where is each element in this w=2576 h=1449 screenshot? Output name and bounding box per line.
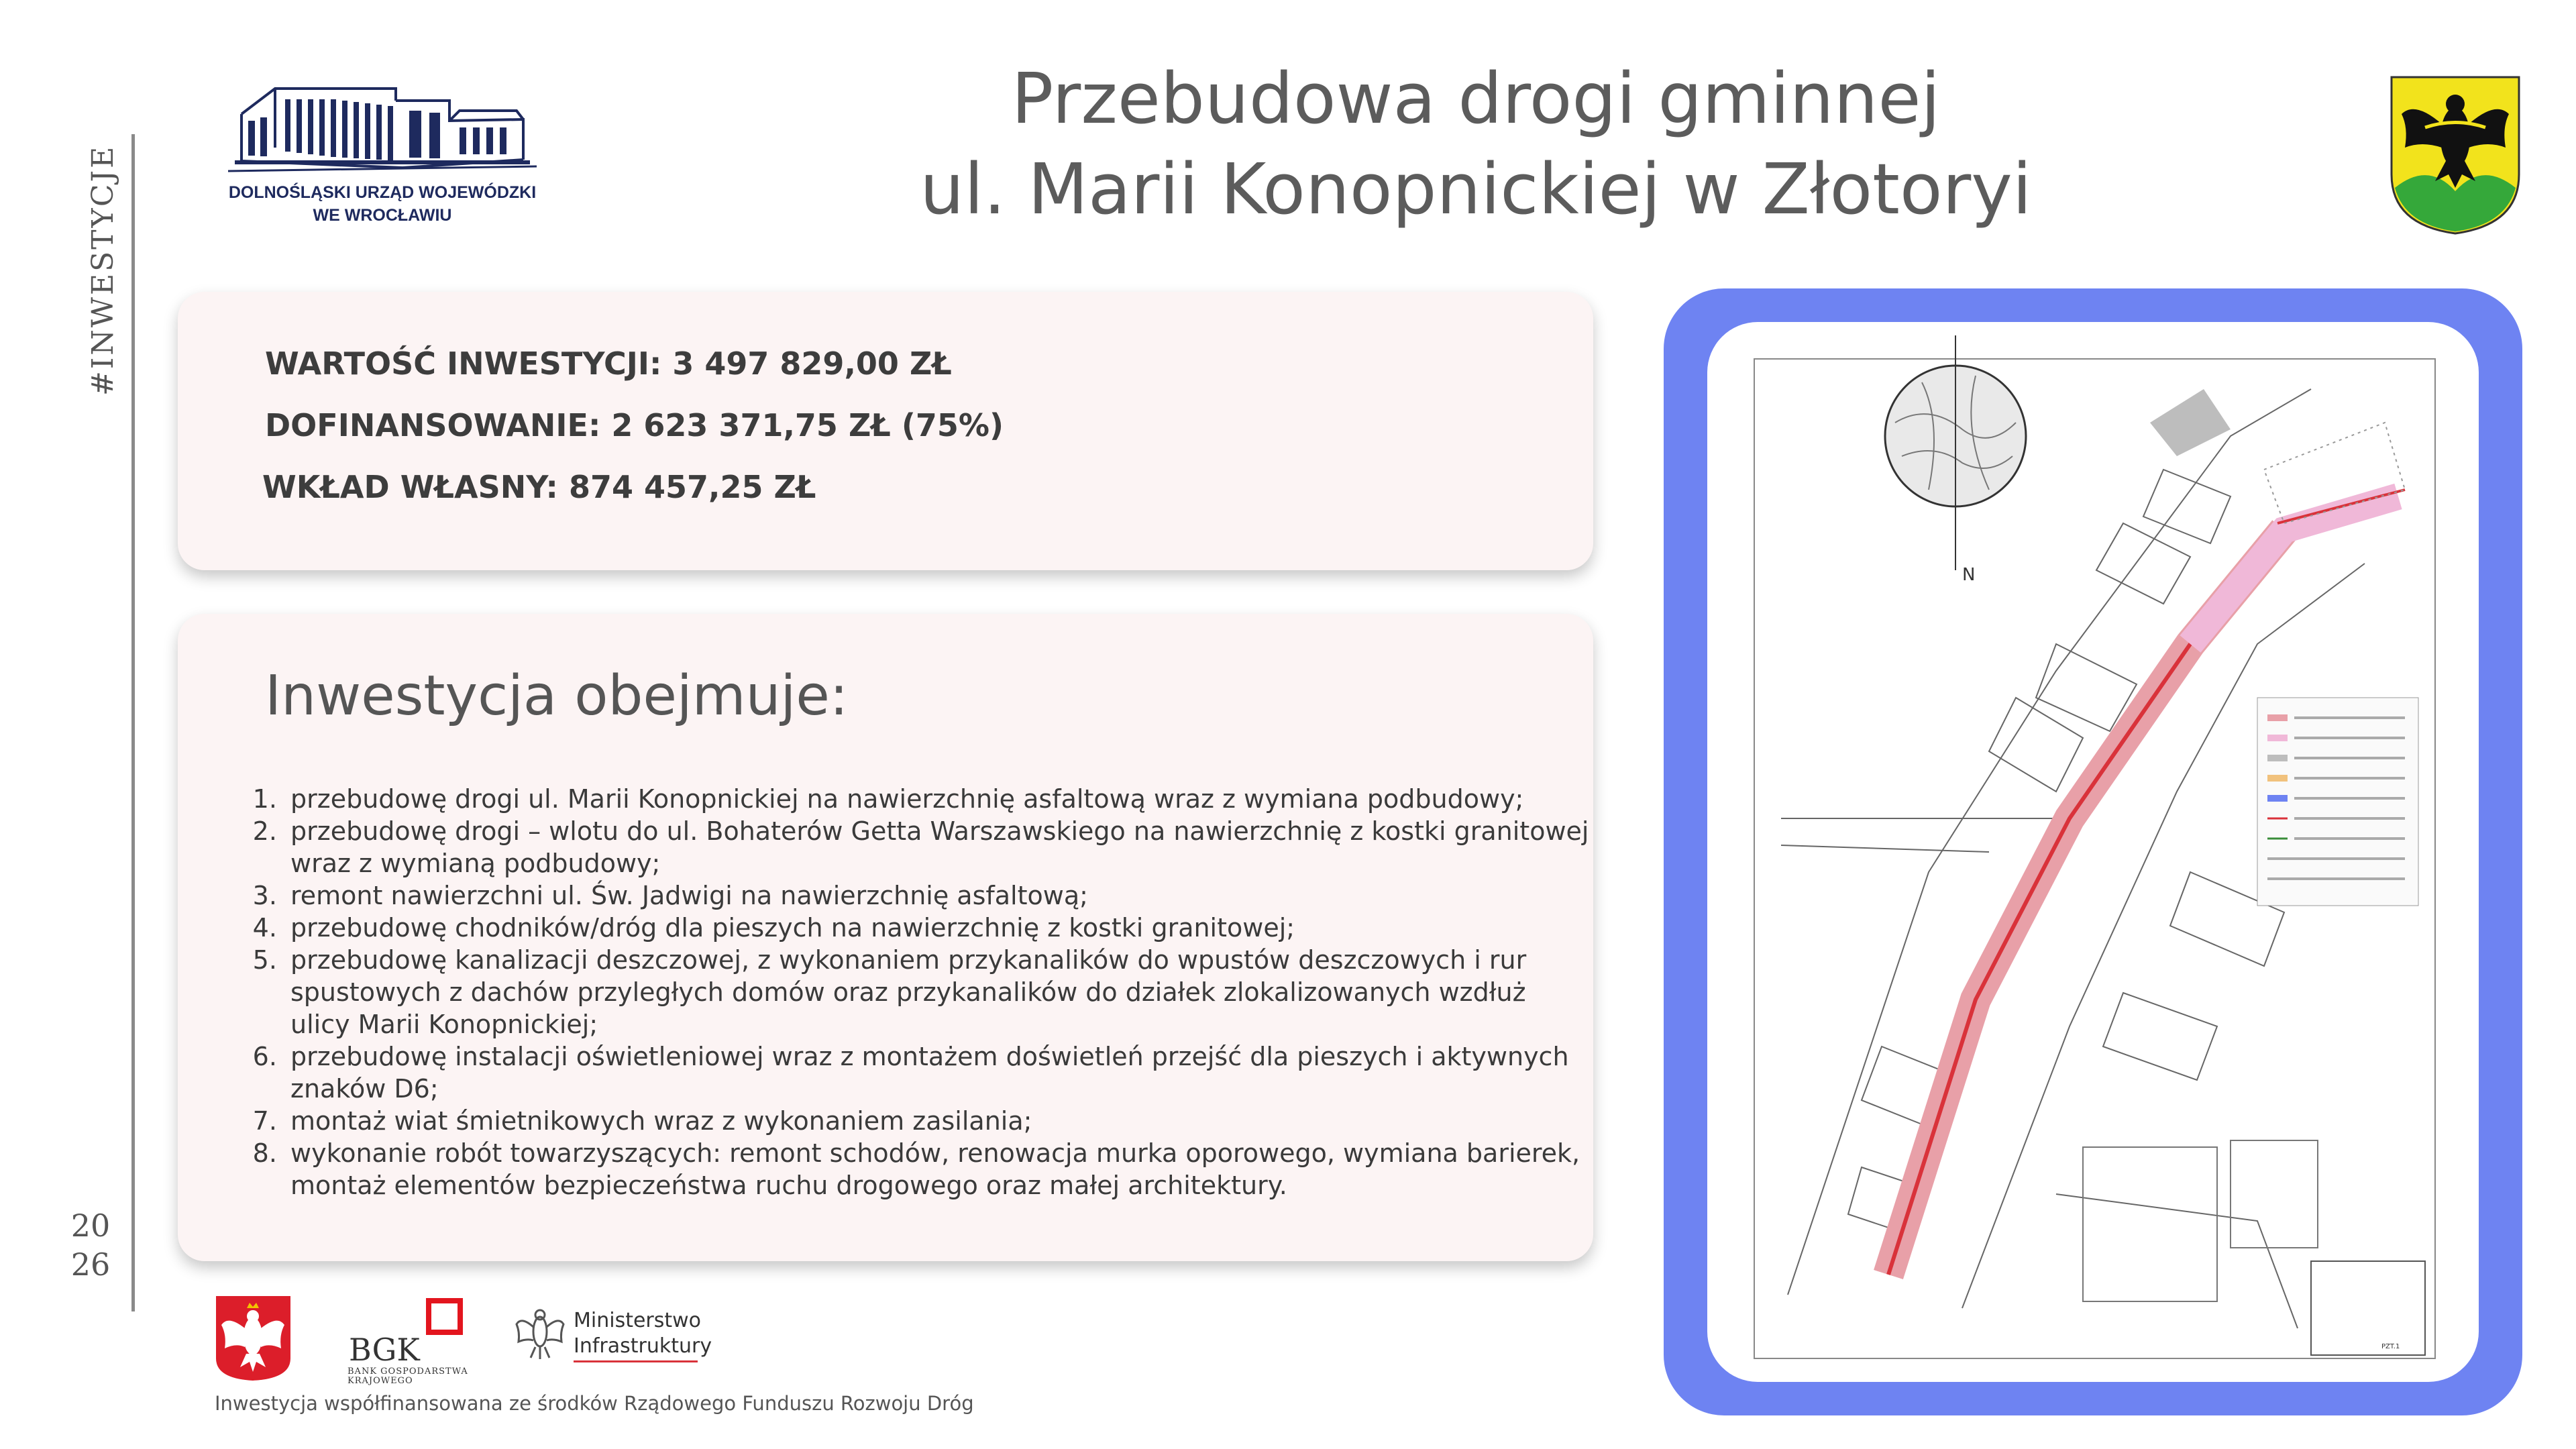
year-bottom: 26	[70, 1246, 111, 1283]
duw-name-line1: DOLNOŚLĄSKI URZĄD WOJEWÓDZKI	[228, 183, 537, 202]
ministry-eagle-icon	[513, 1301, 567, 1362]
scope-item: 1. przebudowę drogi ul. Marii Konopnickiej na nawierzchnię asfaltową wraz z wymiana podbudowy;	[285, 783, 1593, 815]
side-divider	[131, 134, 135, 1311]
ministry-line1: Ministerstwo	[574, 1309, 702, 1332]
building-icon	[228, 80, 537, 181]
duw-name-line2: WE WROCŁAWIU	[313, 206, 452, 225]
silesia-crest-icon	[2388, 74, 2522, 235]
site-plan-drawing	[1707, 322, 2479, 1382]
scope-card	[178, 614, 1593, 1261]
footer-logos	[215, 1295, 718, 1385]
bgk-name: BGK	[349, 1332, 420, 1368]
title-line1: Przebudowa drogi gminnej	[1011, 58, 1941, 140]
duw-name	[221, 181, 543, 227]
scope-item: 3. remont nawierzchni ul. Św. Jadwigi na nawierzchnię asfaltową;	[285, 879, 1593, 912]
own-contribution-value: WKŁAD WŁASNY: 874 457,25 ZŁ	[262, 469, 816, 505]
site-plan-map	[1707, 322, 2479, 1382]
title-line2: ul. Marii Konopnickiej w Złotoryi	[920, 148, 2032, 230]
scope-list	[231, 783, 1593, 1201]
scope-title: Inwestycja obejmuje:	[265, 664, 849, 728]
year-top: 20	[70, 1208, 111, 1244]
financing-card	[178, 292, 1593, 570]
scope-item: 6. przebudowę instalacji oświetleniowej wraz z montażem doświetleń przejść dla pieszych i aktywnych znaków D6;	[285, 1040, 1593, 1105]
scope-item: 7. montaż wiat śmietnikowych wraz z wykonaniem zasilania;	[285, 1105, 1593, 1137]
north-label: N	[1962, 565, 1976, 585]
ministry-line2: Infrastruktury	[574, 1334, 712, 1358]
map-legend	[2257, 698, 2418, 906]
ministry-name	[574, 1308, 712, 1362]
scope-item: 8. wykonanie robót towarzyszących: remont schodów, renowacja murka oporowego, wymiana barierek, montaż elementów bezpieczeństwa ruchu drogowego oraz małej architektury.	[285, 1137, 1593, 1201]
section-tag: #INWESTYCJE	[86, 144, 120, 396]
polish-eagle-icon	[215, 1295, 292, 1382]
page-title	[839, 54, 2113, 235]
map-panel	[1664, 288, 2522, 1415]
duw-logo	[221, 80, 543, 235]
scope-item: 5. przebudowę kanalizacji deszczowej, z wykonaniem przykanalików do wpustów deszczowych i rur spustowych z dachów przyległych domów oraz przykanalików do działek zlokalizowanych wzdłuż ulicy Marii Konopnickiej;	[285, 944, 1593, 1040]
bgk-logo-icon	[426, 1298, 463, 1335]
scope-item: 2. przebudowę drogi – wlotu do ul. Bohaterów Getta Warszawskiego na nawierzchnię z kostki granitowej wraz z wymianą podbudowy;	[285, 815, 1593, 879]
investment-value: WARTOŚĆ INWESTYCJI: 3 497 829,00 ZŁ	[265, 345, 952, 382]
funding-note: Inwestycja współfinansowana ze środków Rządowego Funduszu Rozwoju Dróg	[215, 1392, 974, 1415]
ministry-underline	[574, 1360, 698, 1362]
bgk-subtitle: BANK GOSPODARSTWA KRAJOWEGO	[347, 1366, 468, 1386]
scope-item: 4. przebudowę chodników/dróg dla pieszych na nawierzchnię z kostki granitowej;	[285, 912, 1593, 944]
cofinancing-value: DOFINANSOWANIE: 2 623 371,75 ZŁ (75%)	[265, 407, 1004, 443]
sheet-label: PZT.1	[2381, 1343, 2400, 1350]
